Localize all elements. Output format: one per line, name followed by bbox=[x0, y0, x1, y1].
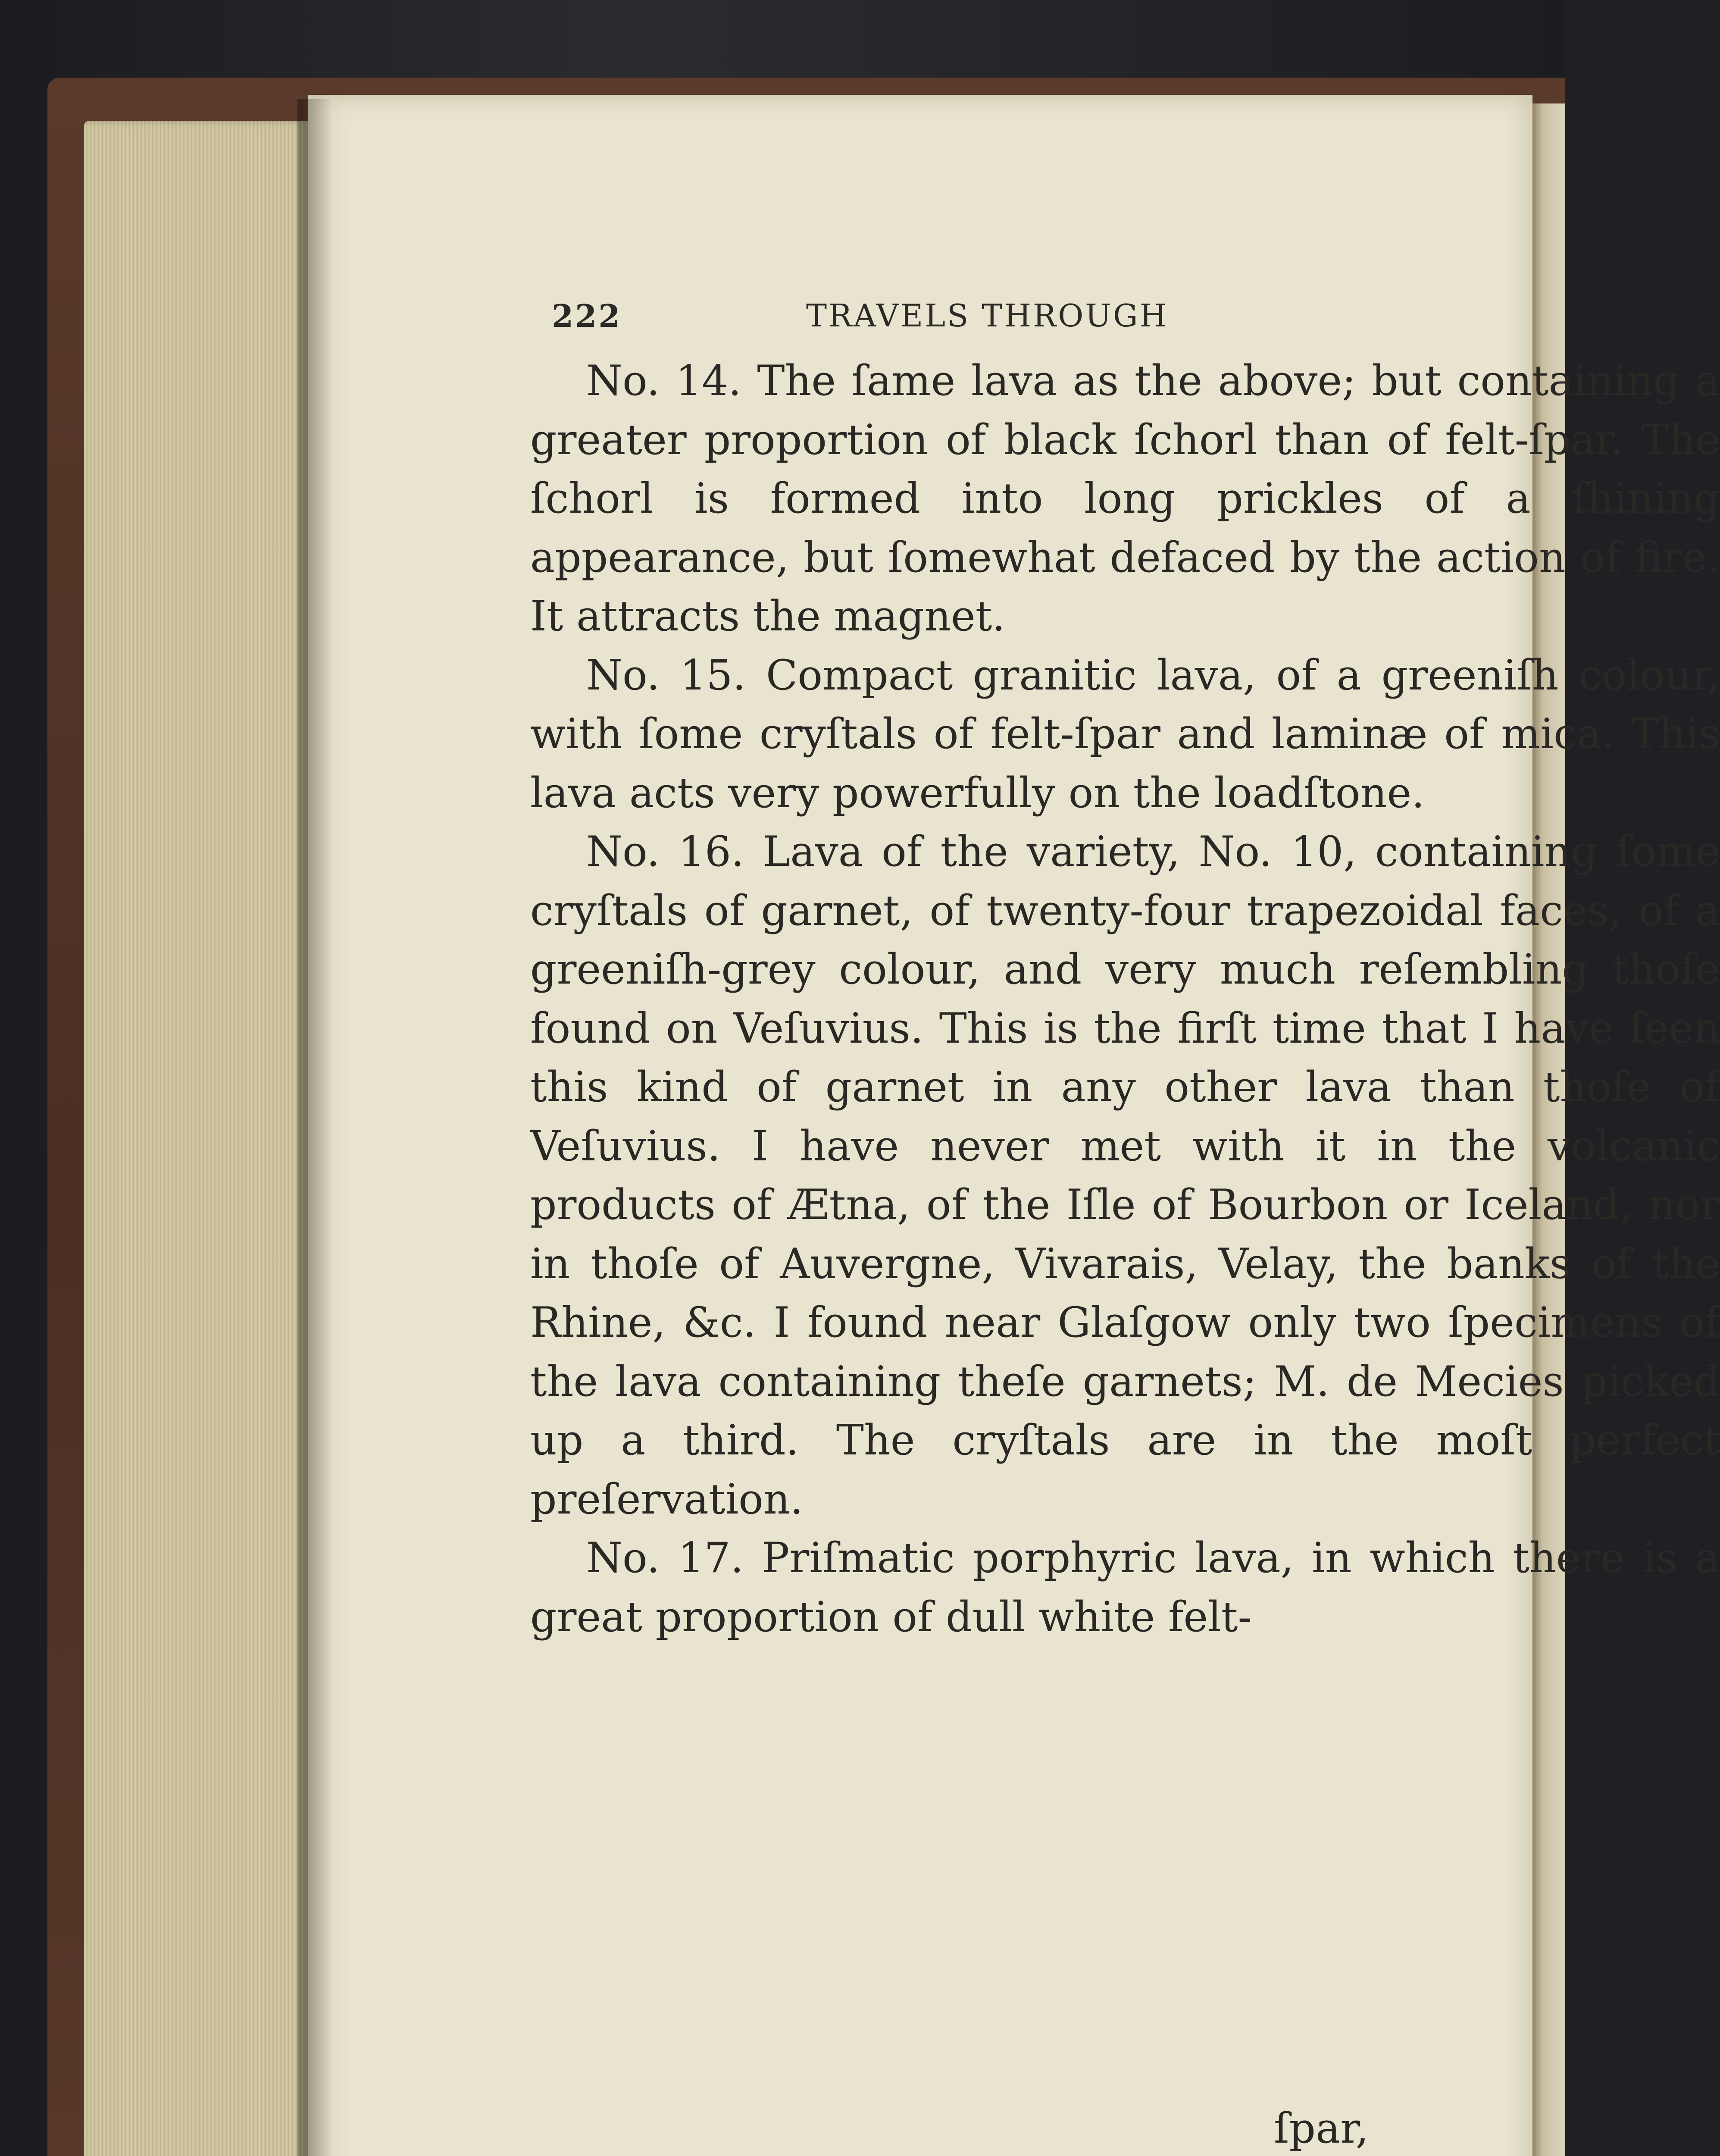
page-edges bbox=[84, 121, 308, 2156]
paragraph-no-14: No. 14. The ſame lava as the above; but containing a greater proportion of black ſchorl than of felt-ſpar. The ſchorl is formed into long prickles of a ſhining appearance, but ſomewhat defaced by the action of fire. It attracts the magnet. bbox=[530, 357, 1720, 640]
running-head bbox=[552, 298, 1716, 354]
page-number: 222 bbox=[552, 298, 622, 334]
catchword: ſpar, bbox=[1274, 2104, 1369, 2153]
running-title: TRAVELS THROUGH bbox=[806, 298, 1169, 334]
text-body bbox=[530, 351, 1720, 1646]
gutter-shadow bbox=[297, 99, 332, 2156]
paragraph-no-17: No. 17. Priſmatic porphyric lava, in which there is a great proportion of dull white felt- bbox=[530, 1534, 1720, 1641]
book-page bbox=[308, 95, 1720, 2156]
paragraph-no-15: No. 15. Compact granitic lava, of a greeniſh colour, with ſome cryſtals of felt-ſpar and laminæ of mica. This lava acts very powerfully on the loadſtone. bbox=[530, 651, 1720, 817]
paragraph-no-16: No. 16. Lava of the variety, No. 10, containing ſome cryſtals of garnet, of twenty-four trapezoidal faces, of a greeniſh-grey colour, and very much reſembling thoſe found on Veſuvius. This is the firſt time that I have ſeen this kind of garnet in any other lava than thoſe of Veſuvius. I have never met with it in the volcanic products of Ætna, of the Iſle of Bourbon or Iceland, nor in thoſe of Auvergne, Vivarais, Velay, the banks of the Rhine, &c. I found near Glaſgow only two ſpecimens of the lava containing theſe garnets; M. de Mecies picked up a third. The cryſtals are in the moſt perfect preſervation. bbox=[530, 827, 1720, 1523]
